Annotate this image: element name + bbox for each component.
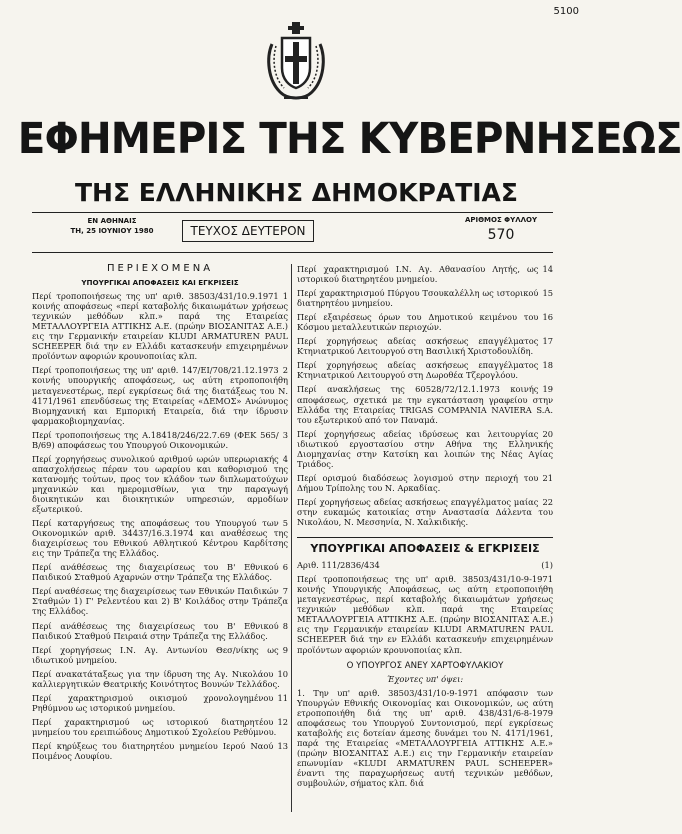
toc-entry <box>297 429 553 469</box>
toc-entry-text: Περί καταργήσεως της αποφάσεως του Υπουργού των Οικονομικών αριθ. 34437/16.3.1974 και αναθέσεως της διαχειρίσεως του Εθνικού Αθλητικού Κέντρου Καρδίτσης εις την Τράπεζα της Ελλάδος. <box>32 518 288 559</box>
toc-entry <box>32 621 288 641</box>
toc-entry-page: 19 <box>542 384 553 395</box>
toc-entry <box>297 473 553 493</box>
toc-entry-text: Περί τροποποιήσεως της υπ' αριθ. 147/EI/708/21.12.1973 κοινής υπουργικής αποφάσεως, ως αύτη ετροποποιήθη μεταγενεστέρως, περί εγκρίσεως διά της διατάξεως του Ν. 4171/1961 επενδύσεως της Εταιρείας «ΔΕΜΟΣ» Ανώνυμος Βιομηχανική και Εμπορική Εταιρεία, διά την ίδρυσιν φαρμακοβιομηχανίας. <box>32 365 288 426</box>
toc-entry <box>297 336 553 356</box>
toc-entry <box>32 518 288 558</box>
toc-entry-text: Περί ανάθέσεως της διαχειρίσεως του Β' Εθνικού Παιδικού Σταθμού Αχαρνών στην Τράπεζα της Ελλάδος. <box>32 562 279 583</box>
toc-entry-page: 20 <box>542 428 553 439</box>
toc-entry-page: 7 <box>282 586 288 597</box>
toc-entry-page: 12 <box>277 716 288 727</box>
toc-entry-page: 6 <box>282 562 288 573</box>
toc-entry-text: Περί τροποποιήσεως της υπ' αριθ. 38503/431/10.9.1971 κοινής αποφάσεως «περί καταβολής δικαιωμάτων χρήσεως τεχνικών μεθόδων κλπ.» παρά της Εταιρείας ΜΕΤΑΛΛΟΥΡΓΕΙΑ ΑΤΤΙΚΗΣ Α.Ε. (πρώην ΒΙΟΣΑΝΙΤΑΣ Α.Ε.) εις την Γερμανικήν εταιρείαν KLUDI ARMATUREN PAUL SCHEEPER διά την εν Ελλάδι κατασκευήν επιχειρημένων προϊόντων αφοριών κρουνοποιίας κλπ. <box>32 291 288 362</box>
toc-entry-text: Περί εξαιρέσεως όρων του Δημοτικού κειμένου του Κόσμου μεταλλευτικών περιοχών. <box>297 312 539 333</box>
toc-entry <box>32 717 288 737</box>
toc-entry-page: 14 <box>542 264 553 274</box>
toc-entry <box>297 288 553 308</box>
toc-entry-page: 17 <box>542 336 553 347</box>
toc-entry-page: 2 <box>282 365 288 376</box>
toc-entry <box>32 454 288 514</box>
toc-entry-page: 5 <box>282 518 288 529</box>
toc-entry <box>32 291 288 361</box>
decision-number: Αριθ. 111/2836/434 <box>297 560 380 571</box>
toc-entry-page: 21 <box>542 472 553 483</box>
toc-entry-page: 22 <box>542 496 553 507</box>
toc-entry <box>297 497 553 527</box>
toc-entry-page: 10 <box>277 668 288 679</box>
toc-entry <box>32 365 288 425</box>
issue-info-row <box>32 214 553 250</box>
toc-entry-text: Περί ανακατάταξεως για την ίδρυση της Αγ. Νικολάου καλλιεργητικών Θεατρικής Κοινότητος Βουνών Τελλάδος. <box>32 668 280 689</box>
page-number: 5100 <box>553 6 579 17</box>
toc-entry-text: Περί χαρακτηρισμού Πύργου Τσουκαλέλλη ως ιστορικού διατηρητέου μνημείου. <box>297 288 539 309</box>
toc-entry-text: Περί κηρύξεως του διατηρητέου μνημείου Ιερού Ναού Ποιμένος Λουφίου. <box>32 740 274 762</box>
header-bottom-rule <box>32 252 553 253</box>
right-column <box>297 264 553 791</box>
toc-entry-page: 18 <box>542 360 553 371</box>
toc-entry-page: 1 <box>282 291 288 302</box>
masthead-subtitle: ΤΗΣ ΕΛΛΗΝΙΚΗΣ ΔΗΜΟΚΡΑΤΙΑΣ <box>75 178 518 207</box>
sheet-number-label: ΑΡΙΘΜΟΣ ΦΥΛΛΟΥ <box>464 216 538 224</box>
toc-entry-text: Περί χορηγήσεως αδείας ασκήσεως επαγγέλματος Κτηνιατρικού Λειτουργού στη Δωροθέα Τζερογλόου. <box>297 360 539 381</box>
decision-index: (1) <box>541 560 553 571</box>
toc-entry-page: 15 <box>542 288 553 299</box>
toc-entry-text: Περί χορηγήσεως Ι.Ν. Αγ. Αντωνίου Θεσ/νίκης ως ιδιωτικού μνημείου. <box>32 644 279 665</box>
toc-entry <box>32 669 288 689</box>
issue-sheet <box>461 216 541 243</box>
toc-entry <box>297 360 553 380</box>
toc-entry-text: Περί χαρακτηρισμού οικισμού χρονολογημένου Ρηθύμνου ως ιστορικού μνημείου. <box>32 692 274 713</box>
toc-entry <box>297 312 553 332</box>
decision-reference <box>297 560 553 570</box>
issue-series: ΤΕΥΧΟΣ ΔΕΥΤΕΡΟΝ <box>182 220 314 242</box>
toc-entry-page: 4 <box>282 453 288 464</box>
toc-entry-text: Περί ανάθέσεως της διαχειρίσεως του Β' Εθνικού Παιδικού Σταθμού Πειραιά στην Τράπεζα της Ελλάδος. <box>32 620 279 641</box>
sheet-number: 570 <box>487 227 515 243</box>
toc-heading: ΠΕΡΙΕΧΟΜΕΝΑ <box>106 263 214 274</box>
coat-of-arms-emblem <box>264 18 328 106</box>
toc-entry <box>297 264 553 284</box>
toc-subheading: ΥΠΟΥΡΓΙΚΑΙ ΑΠΟΦΑΣΕΙΣ ΚΑΙ ΕΓΚΡΙΣΕΙΣ <box>81 278 239 288</box>
toc-entry-page: 3 <box>282 429 288 440</box>
issue-date: ΤΗ, 25 ΙΟΥΝΙΟΥ 1980 <box>70 227 154 235</box>
toc-left-list <box>32 291 288 761</box>
column-divider <box>291 264 292 812</box>
decision-summary: Περί τροποποιήσεως της υπ' αριθ. 38503/431/10-9-1971 κοινής Υπουργικής Αποφάσεως, ως αύτη ετροποποιήθη μεταγενεστέρως, περί καταβολής δικαιωμάτων χρήσεως τεχνικών μεθόδων κλπ. παρά της Εταιρείας ΜΕΤΑΛΛΟΥΡΓΕΙΑ ΑΤΤΙΚΗΣ Α.Ε. (πρώην ΒΙΟΣΑΝΙΤΑΣ Α.Ε.) εις την Γερμανικήν εταιρείαν KLUDI ARMATUREN PAUL SCHEEPER διά την εν Ελλάδι κατασκευήν επιχειρημένων προϊόντων αφοριών κρουνοποιίας κλπ. <box>297 574 553 655</box>
toc-entry <box>32 741 288 761</box>
header-top-rule <box>32 212 553 213</box>
toc-right-list <box>297 264 553 527</box>
issue-city: ΕΝ ΑΘΗΝΑΙΣ <box>87 217 137 225</box>
toc-entry-text: Περί χορηγήσεως αδείας ασκήσεως επαγγέλματος Κτηνιατρικού Λειτουργού στη Βασιλική Χριστοδουλίδη. <box>297 336 539 357</box>
toc-entry <box>297 384 553 424</box>
left-column <box>32 264 288 765</box>
minister-title: Ο ΥΠΟΥΡΓΟΣ ΑΝΕΥ ΧΑΡΤΟΦΥΛΑΚΙΟΥ <box>346 660 504 671</box>
toc-entry <box>32 562 288 582</box>
toc-entry-page: 8 <box>282 620 288 631</box>
toc-entry <box>32 693 288 713</box>
issue-place-date <box>62 216 162 236</box>
toc-entry <box>32 645 288 665</box>
toc-entry-text: Περί χορηγήσεως αδείας ασκήσεως επαγγέλματος μαίας στην ευκαμώς κατοικίας στην Αναστασία Δάλεντα του Νικολάου, Ν. Μεσσηνία, Ν. Χαλκιδικής. <box>297 496 553 528</box>
toc-entry-text: Περί αναθέσεως της διαχειρίσεως των Εθνικών Παιδικών Σταθμών 1) Γ' Ρελεντέου και 2) Β' Κοιλάδος στην Τράπεζα της Ελλάδος. <box>32 586 288 617</box>
toc-entry-text: Περί χαρακτηρισμού Ι.Ν. Αγ. Αθανασίου Λητής, ως ιστορικού διατηρητέου μνημείου. <box>297 264 539 285</box>
toc-entry-page: 9 <box>282 644 288 655</box>
toc-entry-text: Περί χορηγήσεως αδείας ιδρύσεως και λειτουργίας ιδιωτικού εργοστασίου στην Αθήνα της Ελληνικής Διομηχανίας στην Κατσίκη και λοιπών της Νέας Αγίας Τριάδος. <box>297 428 553 469</box>
toc-entry-page: 11 <box>277 692 288 703</box>
toc-entry <box>32 430 288 450</box>
toc-entry-text: Περί ορισμού διαδόσεως λογισμού στην περιοχή του Δήμου Τρίπολης του Ν. Αρκαδίας. <box>297 472 539 493</box>
having-regard: Έχοντες υπ' όψει: <box>386 673 464 684</box>
toc-entry-text: Περί χορηγήσεως συνολικού αριθμού ωρών υπερωριακής απασχολήσεως πέραν του ωραρίου και καθορισμού της κατανομής τούτων, προς τον κλάδον των διπλωματούχων μηχανικών και ημερομισθίων, για την παραγωγή διοικητικών και διοικητικών υπηρεσιών, αρμοδίων εξωτερικού. <box>32 453 288 515</box>
toc-entry-text: Περί ανακλήσεως της 60528/72/12.1.1973 κοινής αποφάσεως, σχετικά με την εγκατάσταση γραφείου στην Ελλάδα της Εταιρείας TRIGAS COMPANIA NAVIERA S.A. του εξωτερικού από τον Παναμά. <box>297 384 553 425</box>
toc-entry-page: 13 <box>277 740 288 751</box>
decisions-heading: ΥΠΟΥΡΓΙΚΑΙ ΑΠΟΦΑΣΕΙΣ & ΕΓΚΡΙΣΕΙΣ <box>297 537 553 554</box>
toc-entry <box>32 586 288 616</box>
toc-entry-page: 16 <box>542 312 553 323</box>
toc-entry-text: Περί χαρακτηρισμού ως ιστορικού διατηρητέου μνημείου του ερειπιώδους Δημοτικού Σχολείου Ρεθύμνου. <box>32 716 277 737</box>
toc-entry-text: Περί τροποποιήσεως της Α.18418/246/22.7.69 (ΦΕΚ 565/Β/69) αποφάσεως του Υπουργού Οικονομικών. <box>32 429 279 450</box>
masthead-title: ΕΦΗΜΕΡΙΣ ΤΗΣ ΚΥΒΕΡΝΗΣΕΩΣ <box>17 114 682 164</box>
decision-body: 1. Την υπ' αριθ. 38503/431/10-9-1971 απόφασιν των Υπουργών Εθνικής Οικονομίας και Οικονομικών, ως αύτη ετροποποιήθη διά της υπ' αριθ. 438/431/6-8-1979 αποφάσεως του Υπουργού Συντονισμού, περί εγκρίσεως καταβολής εις δοτείαν άμεσης δυνάμει του Ν. 4171/1961, παρά της Εταιρείας «ΜΕΤΑΛΛΟΥΡΓΕΙΑ ΑΤΤΙΚΗΣ Α.Ε.» (πρώην ΒΙΟΣΑΝΙΤΑΣ Α.Ε.) εις την Γερμανικήν εταιρείαν επωνυμίαν «KLUDI ARMATUREN PAUL SCHEEPER» έναντι της παραχωρήσεως αυτή τεχνικών μεθόδων, συμβουλών, σήματος κλπ. διά <box>297 687 553 789</box>
